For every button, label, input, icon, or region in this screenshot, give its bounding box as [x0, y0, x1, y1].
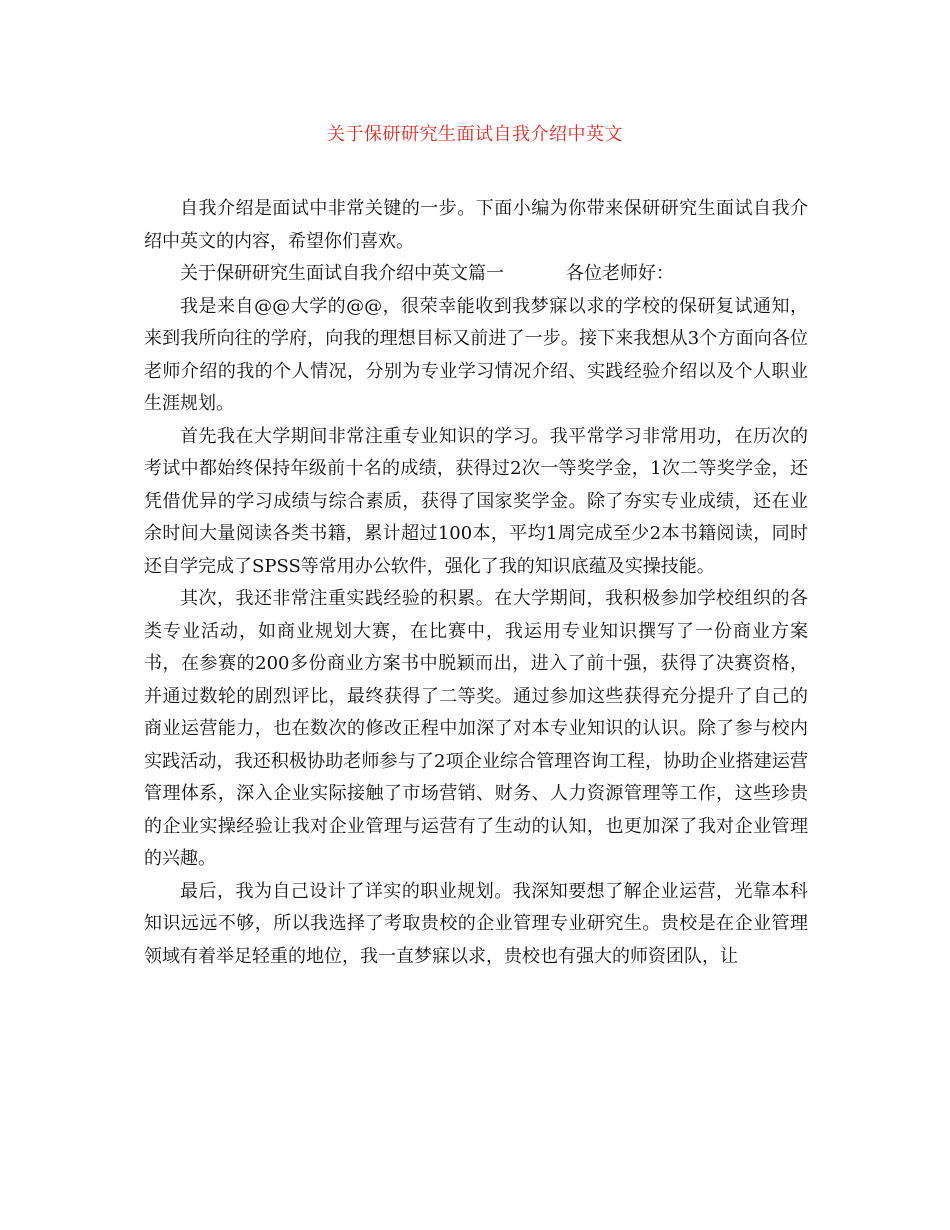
body-paragraph: 首先我在大学期间非常注重专业知识的学习。我平常学习非常用功，在历次的考试中都始终保持年级前十名的成绩，获得过2次一等奖学金，1次二等奖学金，还凭借优异的学习成绩与综合素质，获得了国家奖学金。除了夯实专业成绩，还在业余时间大量阅读各类书籍，累计超过100本，平均1周完成至少2本书籍阅读，同时还自学完成了SPSS等常用办公软件，强化了我的知识底蕴及实操技能。	[144, 425, 808, 577]
body-paragraph: 其次，我还非常注重实践经验的积累。在大学期间，我积极参加学校组织的各类专业活动，如商业规划大赛，在比赛中，我运用专业知识撰写了一份商业方案书，在参赛的200多份商业方案书中脱颖而出，进入了前十强，获得了决赛资格，并通过数轮的剧烈评比，最终获得了二等奖。通过参加这些获得充分提升了自己的商业运营能力，也在数次的修改正程中加深了对本专业知识的认识。除了参与校内实践活动，我还积极协助老师参与了2项企业综合管理咨询工程，协助企业搭建运营管理体系，深入企业实际接触了市场营销、财务、人力资源管理等工作，这些珍贵的企业实操经验让我对企业管理与运营有了生动的认知，也更加深了我对企业管理的兴趣。	[144, 588, 808, 869]
body-paragraph: 我是来自@@大学的@@，很荣幸能收到我梦寐以求的学校的保研复试通知，来到我所向往的学府，向我的理想目标又前进了一步。接下来我想从3个方面向各位老师介绍的我的个人情况，分别为专业学习情况介绍、实践经验介绍以及个人职业生涯规划。	[144, 295, 808, 414]
intro-paragraph: 自我介绍是面试中非常关键的一步。下面小编为你带来保研研究生面试自我介绍中英文的内容，希望你们喜欢。	[144, 198, 808, 252]
section-heading: 关于保研研究生面试自我介绍中英文篇一	[180, 263, 504, 284]
document-title: 关于保研研究生面试自我介绍中英文	[327, 124, 623, 145]
section-heading-line	[144, 258, 808, 291]
body-paragraph: 最后，我为自己设计了详实的职业规划。我深知要想了解企业运营，光靠本科知识远远不够，所以我选择了考取贵校的企业管理专业研究生。贵校是在企业管理领域有着举足轻重的地位，我一直梦寐以求，贵校也有强大的师资团队，让	[144, 880, 808, 967]
greeting: 各位老师好：	[566, 263, 674, 284]
document-body	[144, 193, 808, 973]
